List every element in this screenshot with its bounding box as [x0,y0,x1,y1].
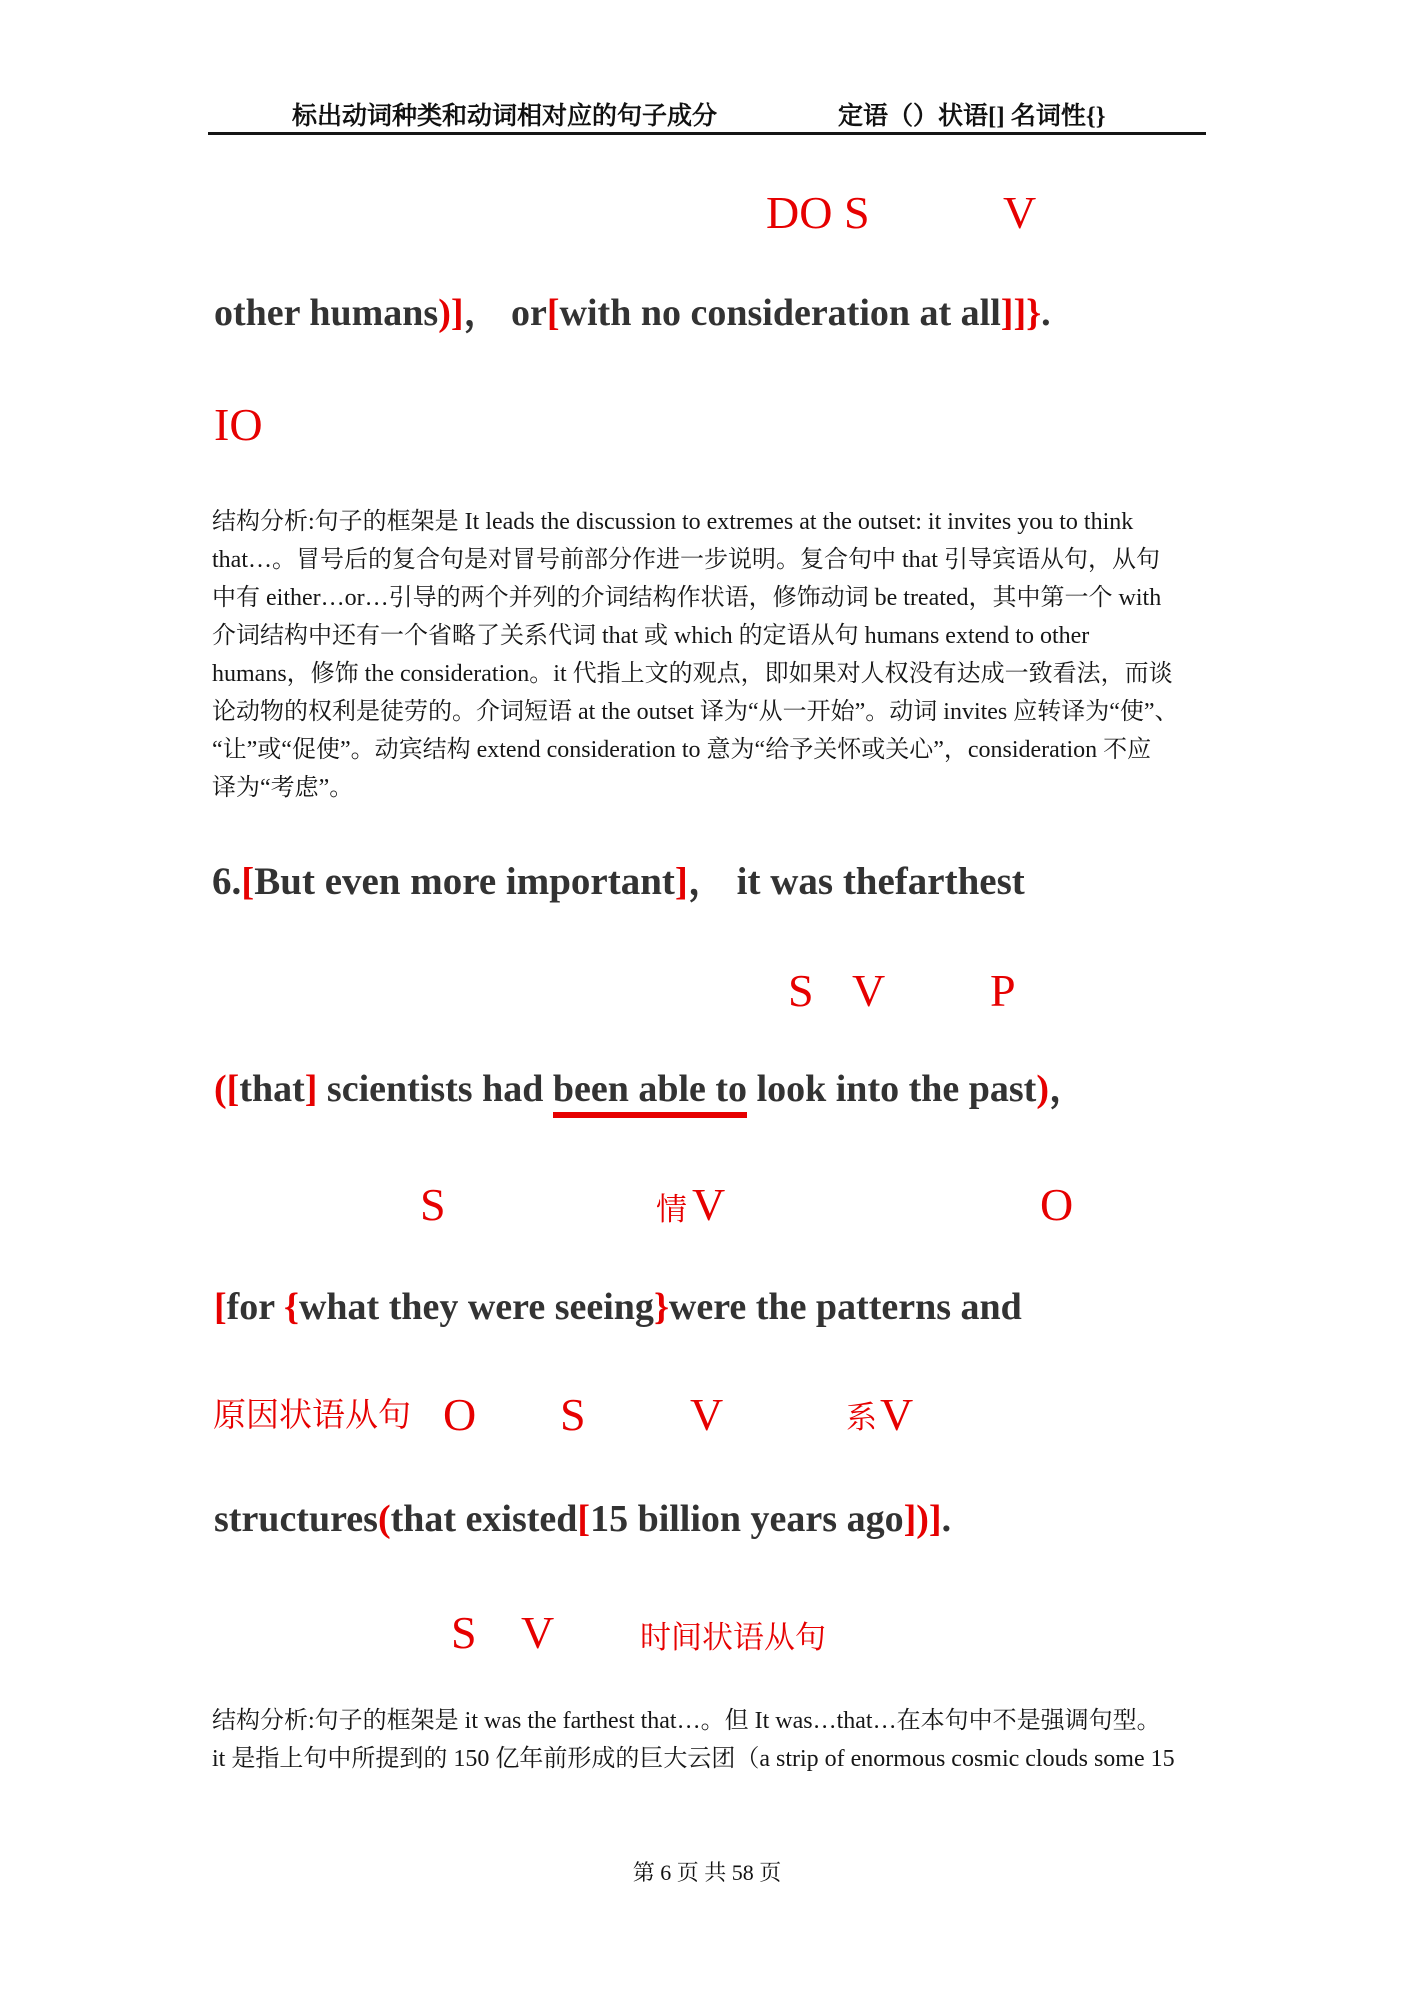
anno-object: O [443,1389,477,1440]
anno-verb: V [692,1179,726,1230]
bracket-marker: ])] [903,1498,942,1540]
bracket-marker: ) [1036,1068,1049,1110]
anno-verb: V [521,1607,555,1658]
anno-indirect-object: IO [214,399,263,450]
bracket-marker: [ [546,292,560,334]
bracket-marker: ] [304,1068,318,1110]
header-bracket-legend: 定语（）状语[] 名词性{} [838,103,1106,130]
analysis-line: that…。冒号后的复合句是对冒号前部分作进一步说明。复合句中 that 引导宾语从句，从句 [212,547,1160,573]
analysis-line: it 是指上句中所提到的 150 亿年前形成的巨大云团（a strip of enormous cosmic clouds some 15 [212,1746,1175,1772]
header-title: 标出动词种类和动词相对应的句子成分 [292,103,718,130]
anno-reason-clause-label: 原因状语从句 [213,1398,411,1434]
bracket-marker: ] [674,860,688,903]
anno-verb: V [1003,187,1037,238]
sentence-text: were the patterns and [668,1286,1022,1328]
analysis-line: 结构分析:句子的框架是 It leads the discussion to extremes at the outset: it invites you to think [212,509,1134,535]
sentence-text: . [941,1498,952,1540]
analysis-line: 译为“考虑”。 [212,775,354,801]
anno-link-verb-label: 系 [846,1400,877,1435]
sentence-text: for [226,1286,284,1328]
sentence-text: what they were seeing [298,1286,654,1328]
sentence6-analysis [212,1702,1204,1778]
sentence-text: ， [687,860,727,903]
sentence-text: other humans [214,292,439,334]
sentence6-line3 [214,1286,1022,1330]
sentence-text: scientists had [317,1068,553,1110]
anno-subject: S [788,965,814,1016]
sentence-text: . [1041,292,1051,334]
sentence6-line4 [214,1498,951,1542]
sentence-text: it was thefarthest [726,860,1025,903]
sentence-text: with no consideration at all [559,292,1001,334]
anno-modal-label: 情 [656,1192,687,1227]
page-footer: 第 6 页 共 58 页 [632,1860,782,1885]
sentence-text: been able to [553,1068,747,1118]
analysis-line: humans，修饰 the consideration。it 代指上文的观点，即如果对人权没有达成一致看法，而谈 [212,661,1173,687]
sentence5-tail [214,292,1051,336]
bracket-marker: ( [377,1498,391,1540]
bracket-marker: ]]} [1000,292,1042,334]
bracket-marker: )] [438,292,464,334]
anno-subject: S [560,1389,586,1440]
analysis-line: 结构分析:句子的框架是 it was the farthest that…。但 It was…that…在本句中不是强调句型。 [212,1708,1161,1734]
sentence-text: look into the past [747,1068,1037,1110]
bracket-marker: [ [226,1068,240,1110]
sentence-text: ， [1049,1068,1088,1110]
sentence-text: structures [214,1498,378,1540]
analysis-line: “让”或“促使”。动宾结构 extend consideration to 意为“给予关怀或关心”，consideration 不应 [212,737,1152,763]
anno-direct-object-subject: DO S [766,187,870,238]
sentence-text: ， [463,292,502,334]
anno-subject: S [451,1607,477,1658]
header-rule [208,132,1206,135]
bracket-marker: [ [241,860,255,903]
bracket-marker: [ [214,1286,227,1328]
bracket-marker: { [284,1286,299,1328]
sentence5-analysis [212,503,1204,807]
sentence6-line2 [214,1068,1087,1112]
bracket-marker: } [653,1286,669,1328]
anno-verb: V [690,1389,724,1440]
sentence-text: 6. [212,860,242,903]
bracket-marker: [ [577,1498,591,1540]
sentence-text: 15 billion years ago [590,1498,904,1540]
anno-time-clause-label: 时间状语从句 [640,1620,826,1655]
analysis-line: 论动物的权利是徒劳的。介词短语 at the outset 译为“从一开始”。动词 invites 应转译为“使”、 [212,699,1179,725]
sentence-text: that [239,1068,305,1110]
analysis-line: 中有 either…or…引导的两个并列的介词结构作状语，修饰动词 be treated，其中第一个 with [212,585,1162,611]
bracket-marker: ( [214,1068,227,1110]
analysis-line: 介词结构中还有一个省略了关系代词 that 或 which 的定语从句 humans extend to other [212,623,1090,649]
sentence6-heading [212,860,1025,905]
sentence-text: But even more important [254,860,675,903]
anno-subject: S [420,1179,446,1230]
anno-verb: V [880,1389,914,1440]
anno-object: O [1040,1179,1074,1230]
sentence-text: that existed [390,1498,578,1540]
sentence-text: or [501,292,547,334]
anno-verb: V [852,965,886,1016]
anno-predicative: P [990,965,1016,1016]
